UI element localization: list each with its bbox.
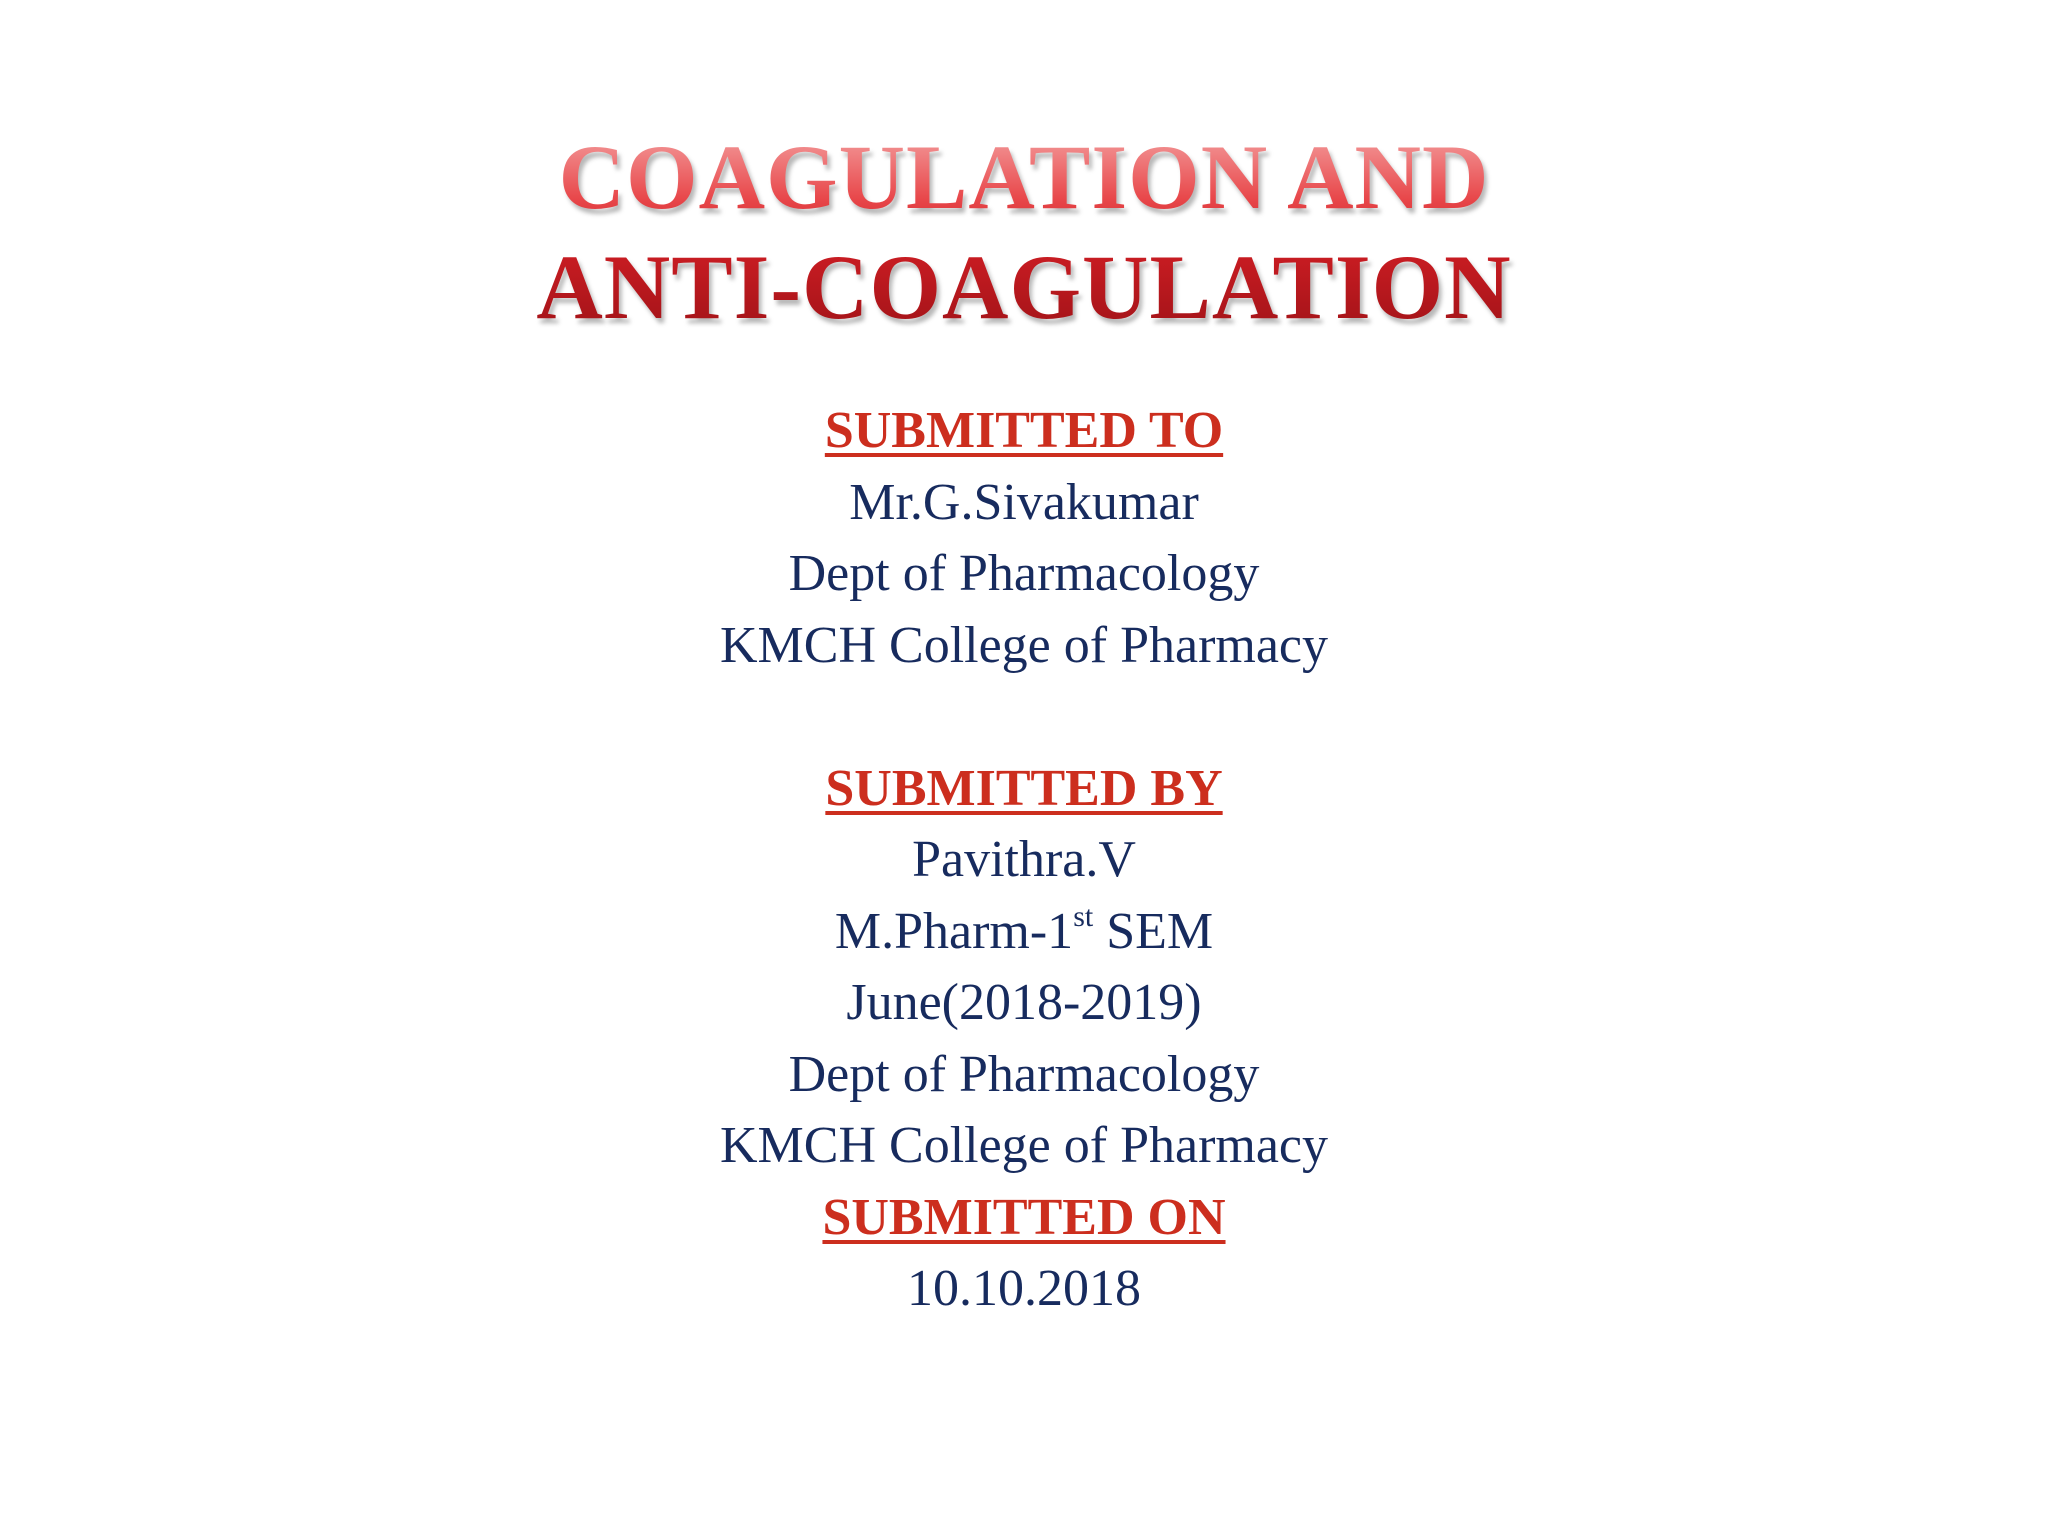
submitted-by-name: Pavithra.V (912, 831, 1136, 888)
submitted-by-department: Dept of Pharmacology (788, 1045, 1260, 1103)
submitted-to-name: Mr.G.Sivakumar (849, 473, 1199, 531)
submitted-on-date: 10.10.2018 (907, 1260, 1141, 1317)
course-prefix: M.Pharm-1 (834, 902, 1074, 960)
title-line-2: ANTI-COAGULATION (536, 236, 1512, 338)
course-superscript: st (1073, 899, 1094, 933)
slide-title (0, 122, 2048, 342)
submitted-to-college: KMCH College of Pharmacy (719, 616, 1328, 674)
course-suffix: SEM (1093, 902, 1214, 960)
submitted-on-heading: SUBMITTED ON (822, 1188, 1226, 1246)
section-spacer (0, 681, 2048, 753)
title-line-1: COAGULATION AND (558, 126, 1490, 228)
submitted-to-heading: SUBMITTED TO (824, 402, 1224, 459)
submitted-by-college: KMCH College of Pharmacy (719, 1117, 1328, 1174)
submitted-by-session: June(2018-2019) (846, 974, 1202, 1031)
submitted-by-heading: SUBMITTED BY (825, 759, 1223, 817)
submitted-to-department: Dept of Pharmacology (788, 545, 1260, 602)
submitted-by-course (0, 896, 2048, 968)
submission-details (0, 395, 2048, 1325)
